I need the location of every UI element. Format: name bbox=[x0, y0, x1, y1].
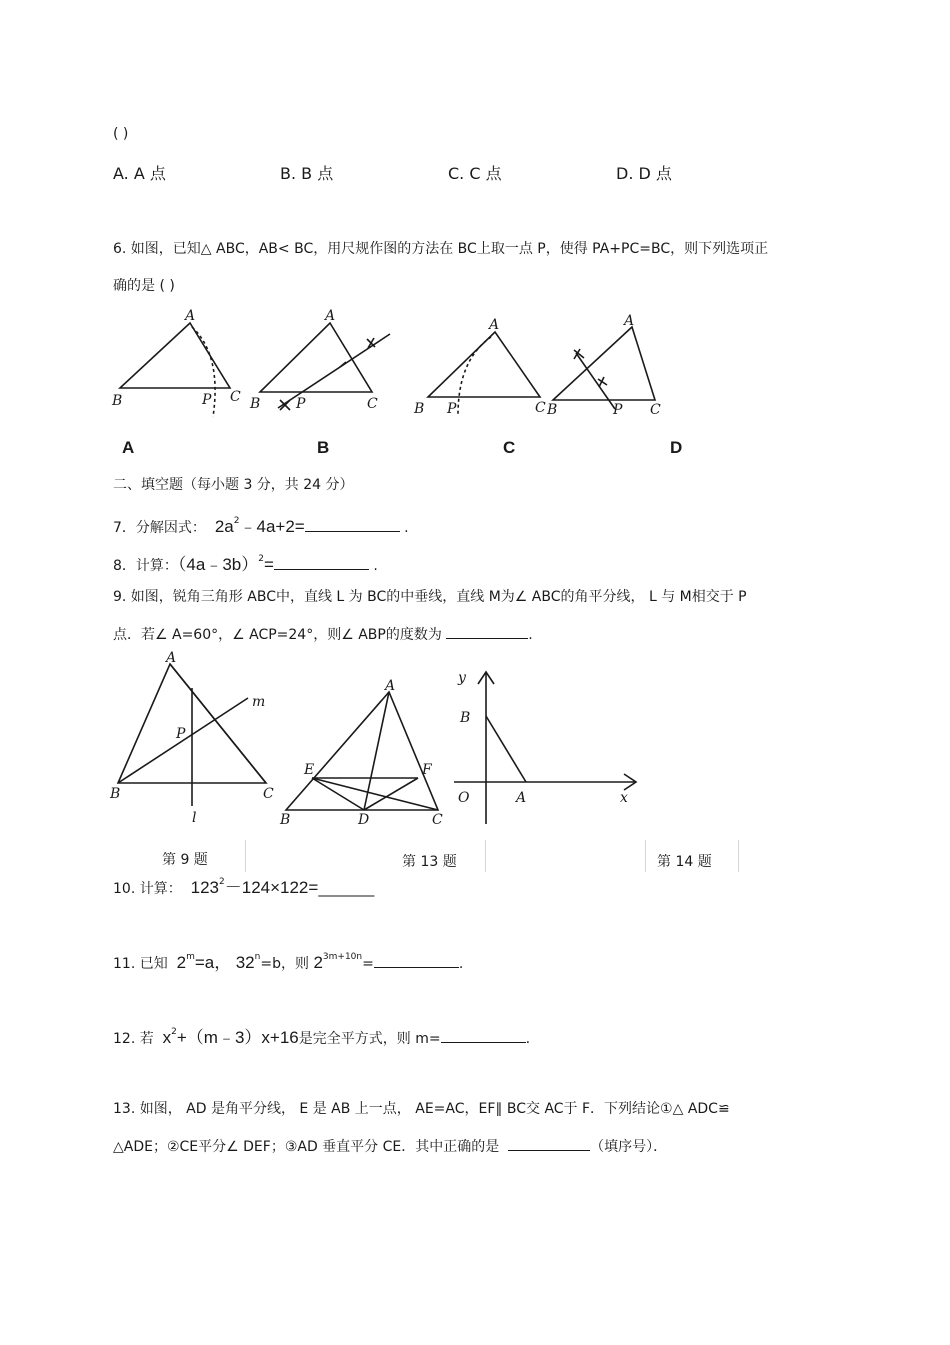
vertex-p: P bbox=[613, 402, 623, 418]
q5-paren: ( ) bbox=[113, 126, 129, 142]
svg-text:E: E bbox=[304, 762, 315, 778]
q6-line2: 确的是 ( ) bbox=[113, 278, 175, 294]
caption-fig13: 第 13 题 bbox=[402, 854, 457, 870]
caption-fig14: 第 14 题 bbox=[657, 854, 712, 870]
svg-text:m: m bbox=[252, 694, 266, 710]
vertex-c: C bbox=[535, 400, 546, 416]
vertex-p: P bbox=[202, 392, 212, 408]
svg-text:l: l bbox=[192, 810, 197, 826]
q5-option-c: C. C 点 bbox=[448, 164, 502, 183]
svg-text:C: C bbox=[263, 786, 274, 802]
q5-option-b: B. B 点 bbox=[280, 164, 334, 183]
svg-text:B: B bbox=[280, 812, 291, 828]
vertex-b: B bbox=[414, 401, 425, 417]
vertex-c: C bbox=[230, 389, 241, 405]
q6-label-a: A bbox=[122, 438, 135, 457]
figure-row bbox=[108, 648, 648, 838]
q6-figures bbox=[110, 305, 670, 430]
q9-line2: 点．若∠ A=60°，∠ ACP=24°，则∠ ABP的度数为 . bbox=[113, 627, 533, 643]
vertex-b: B bbox=[250, 396, 261, 412]
fig13 bbox=[279, 678, 443, 828]
fig14 bbox=[454, 670, 636, 824]
vertex-b: B bbox=[112, 393, 123, 409]
section-heading: 二、填空题（每小题 3 分，共 24 分） bbox=[113, 477, 354, 493]
q8: 8．计算：（4a﹣3b）$^2$= . bbox=[113, 554, 378, 574]
svg-text:B: B bbox=[460, 710, 471, 726]
caption-fig9: 第 9 题 bbox=[162, 852, 208, 868]
q12: 12. 若 $x^2+(m﹣3)x+16$是完全平方式，则 m= . bbox=[113, 1027, 531, 1047]
vertex-a: A bbox=[325, 308, 336, 324]
vertex-b: B bbox=[547, 402, 558, 418]
q10: 10. 计算： $123^2-124\times 122=\_\_\_\_\_\_\_\_$ bbox=[113, 877, 375, 897]
q11: 11. 已知 $2^m=a$， $32^n=b$，则 $2^{3m+10n}=$ . bbox=[113, 952, 464, 972]
svg-text:D: D bbox=[358, 812, 370, 828]
svg-text:A: A bbox=[516, 790, 527, 806]
q6-line1: 6. 如图，已知△ ABC，AB< BC，用尺规作图的方法在 BC上取一点 P，使得 PA+PC=BC，则下列选项正 bbox=[113, 241, 769, 257]
q6-figure-d bbox=[546, 313, 661, 418]
q6-label-b: B bbox=[317, 438, 330, 457]
q6-label-d: D bbox=[670, 438, 683, 457]
svg-text:A: A bbox=[166, 650, 177, 666]
fig9 bbox=[109, 650, 274, 826]
svg-text:B: B bbox=[110, 786, 121, 802]
svg-text:F: F bbox=[422, 762, 432, 778]
vertex-p: P bbox=[296, 396, 306, 412]
q13-line2: △ADE；②CE平分∠ DEF；③AD 垂直平分 CE．其中正确的是 （填序号）． bbox=[113, 1139, 668, 1155]
q5-option-d: D. D 点 bbox=[616, 164, 672, 183]
svg-text:C: C bbox=[432, 812, 443, 828]
q9-line1: 9. 如图，锐角三角形 ABC中，直线 L 为 BC的中垂线，直线 M为∠ ABC的角平分线， L 与 M相交于 P bbox=[113, 589, 747, 605]
svg-text:O: O bbox=[458, 790, 470, 806]
q7: 7．分解因式： $2a^2﹣4a+2=$ . bbox=[113, 516, 409, 536]
q5-option-a: A. A 点 bbox=[113, 164, 166, 183]
q6-figure-a bbox=[111, 308, 241, 417]
svg-text:A: A bbox=[385, 678, 396, 694]
q6-figure-b bbox=[249, 308, 390, 412]
vertex-c: C bbox=[367, 396, 378, 412]
q6-label-c: C bbox=[503, 438, 516, 457]
vertex-a: A bbox=[489, 317, 500, 333]
svg-text:x: x bbox=[620, 790, 628, 806]
q13-line1: 13. 如图， AD 是角平分线， E 是 AB 上一点， AE=AC，EF∥ BC交 AC于 F．下列结论①△ ADC≌ bbox=[113, 1101, 730, 1117]
svg-text:y: y bbox=[458, 670, 466, 686]
vertex-p: P bbox=[447, 401, 457, 417]
q6-figure-c bbox=[413, 317, 546, 417]
vertex-a: A bbox=[185, 308, 196, 324]
svg-text:P: P bbox=[176, 726, 186, 742]
vertex-a: A bbox=[624, 313, 635, 329]
vertex-c: C bbox=[650, 402, 661, 418]
